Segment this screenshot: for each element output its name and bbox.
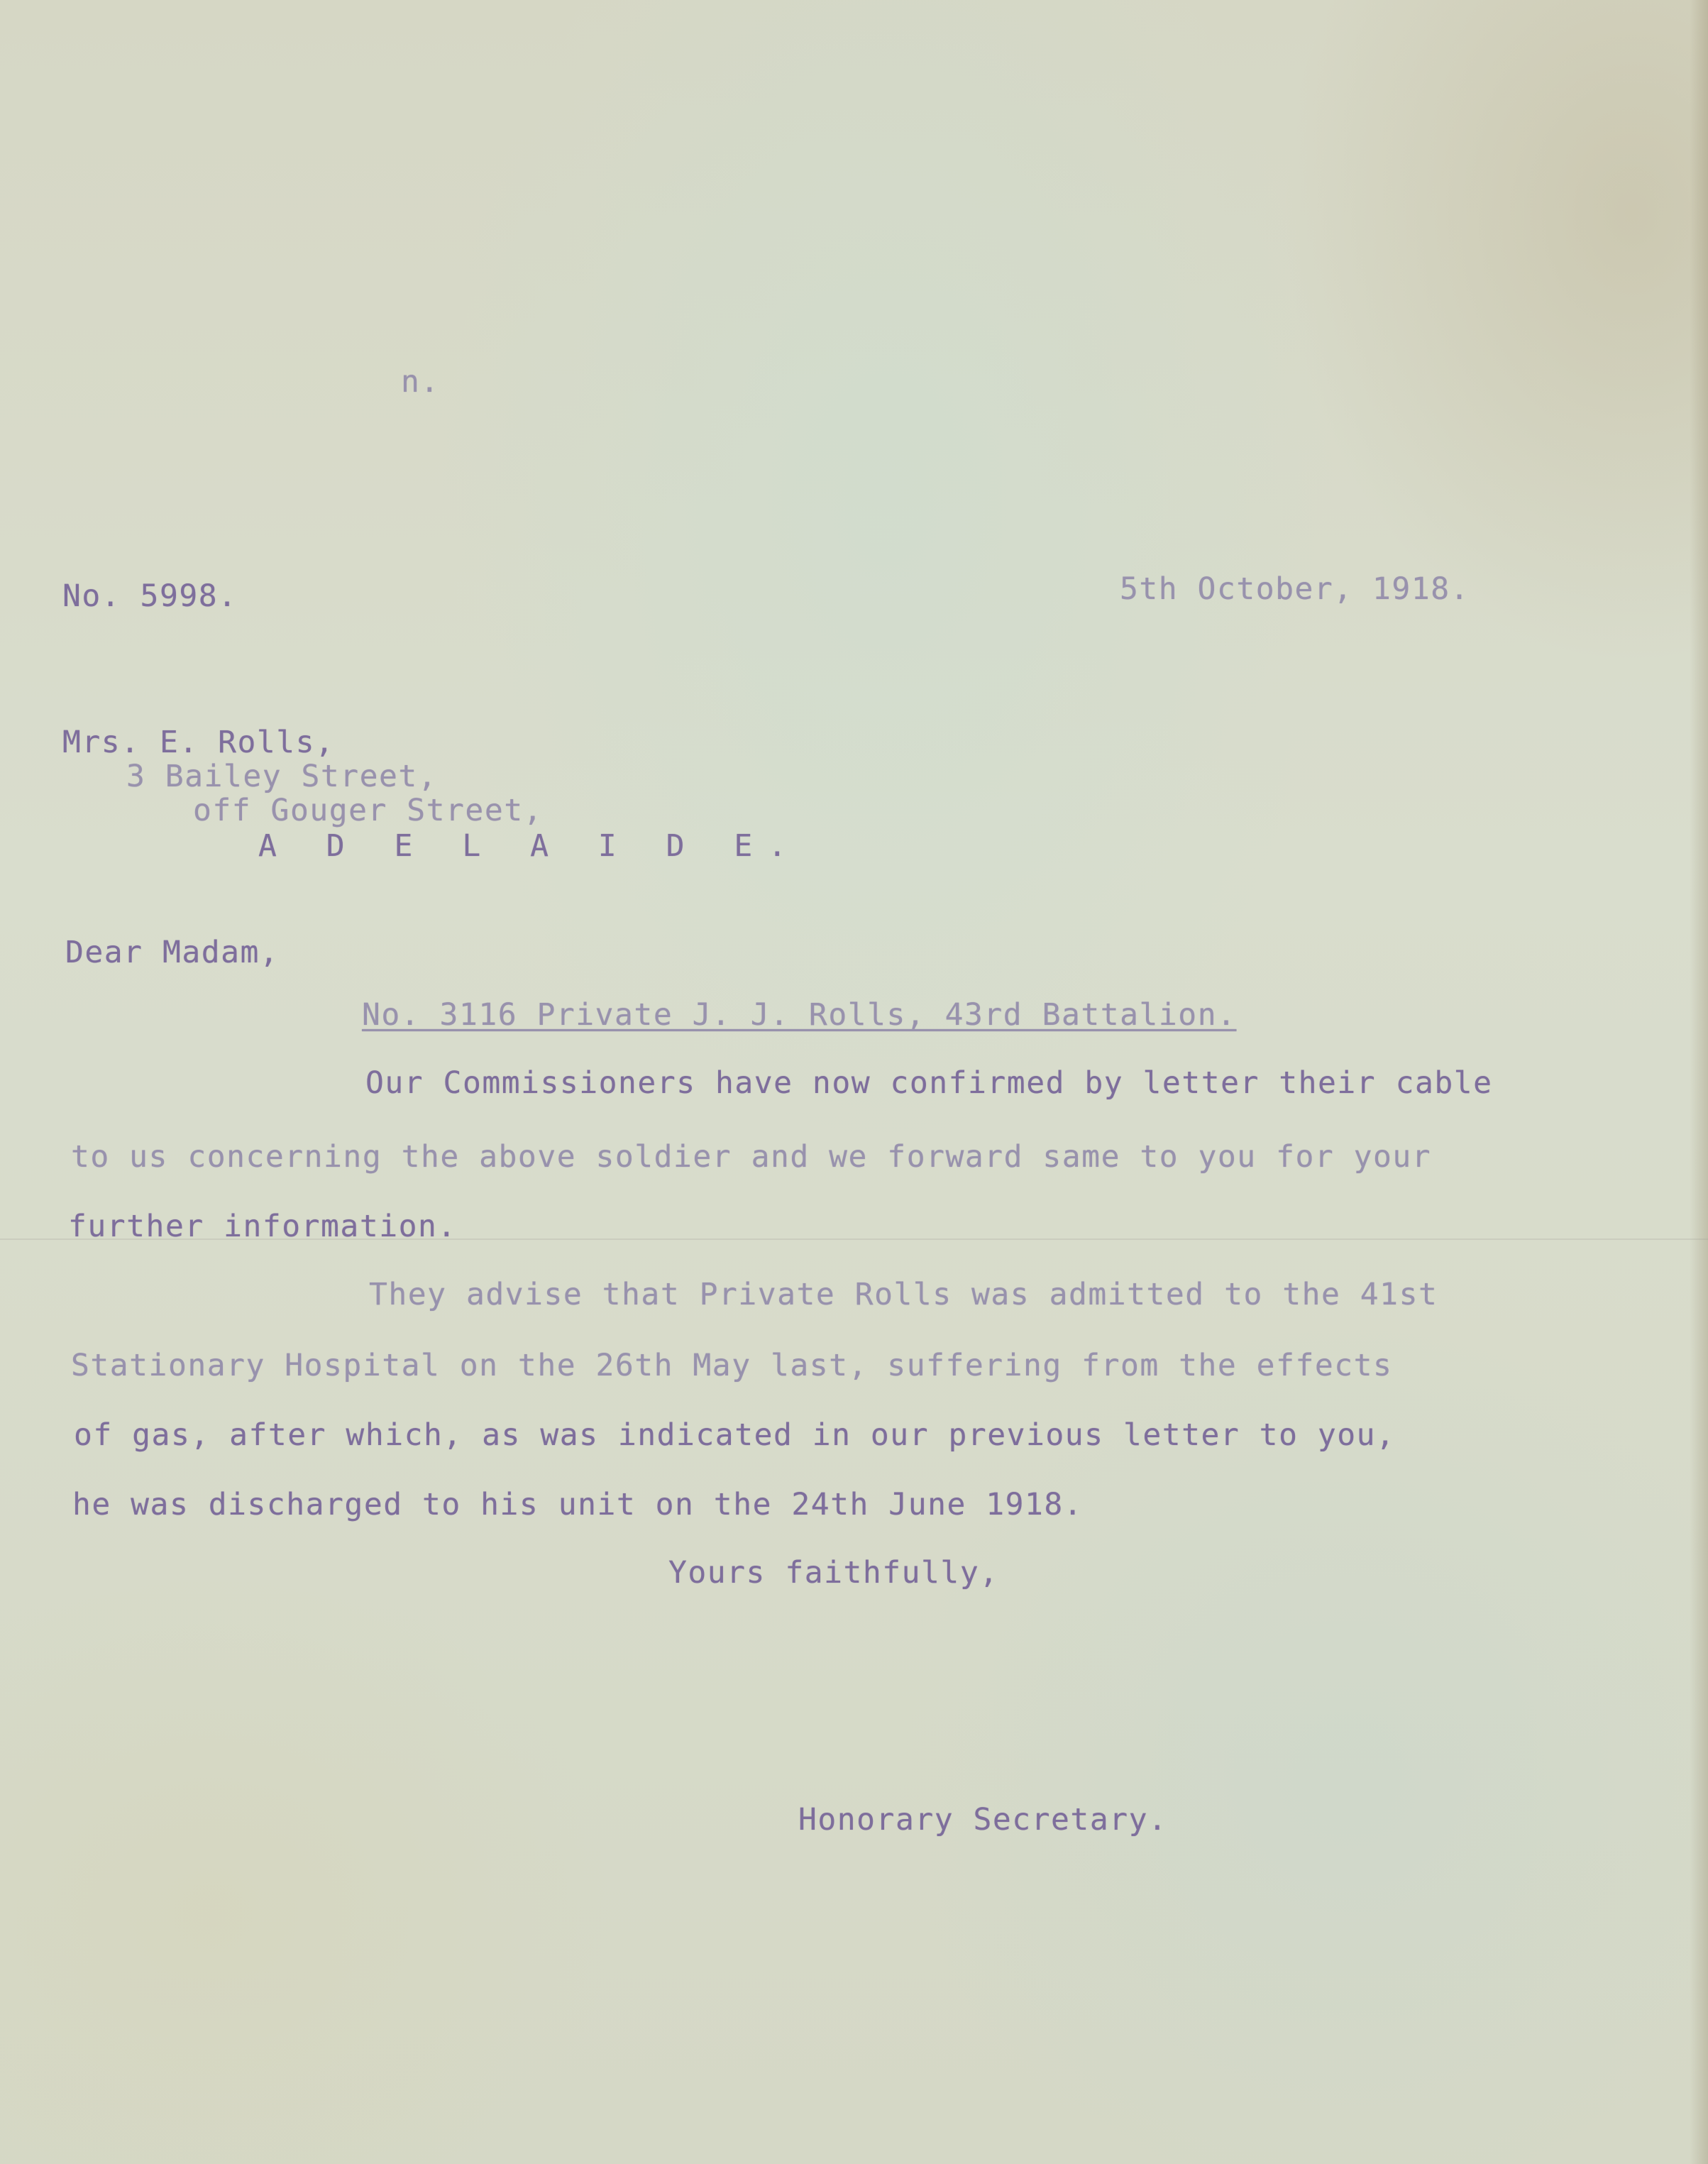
signature-title: Honorary Secretary. [798, 1802, 1168, 1838]
closing: Yours faithfully, [668, 1555, 999, 1591]
addressee-cross-street: off Gouger Street, [193, 793, 543, 828]
body-para1-line1: Our Commissioners have now confirmed by letter their cable [365, 1065, 1493, 1101]
body-para2-line2: Stationary Hospital on the 26th May last, suffering from the effects [71, 1348, 1393, 1383]
body-para1-line3: further information. [68, 1209, 457, 1244]
addressee-street: 3 Bailey Street, [126, 759, 438, 794]
letter-date: 5th October, 1918. [1120, 571, 1470, 607]
body-para2-line4: he was discharged to his unit on the 24th June 1918. [72, 1487, 1084, 1522]
body-para2-line3: of gas, after which, as was indicated in our previous letter to you, [74, 1417, 1396, 1453]
paper-edge-shadow [1690, 0, 1708, 2164]
body-para1-line2: to us concerning the above soldier and we forward same to you for your [71, 1139, 1432, 1175]
addressee-name: Mrs. E. Rolls, [62, 725, 335, 760]
salutation: Dear Madam, [65, 935, 280, 970]
reference-number: No. 5998. [62, 578, 238, 614]
header-mark: n. [401, 364, 440, 400]
subject-line: No. 3116 Private J. J. Rolls, 43rd Battalion. [362, 997, 1237, 1033]
body-para2-line1: They advise that Private Rolls was admitted to the 41st [369, 1277, 1438, 1312]
addressee-city: A D E L A I D E. [258, 828, 803, 864]
